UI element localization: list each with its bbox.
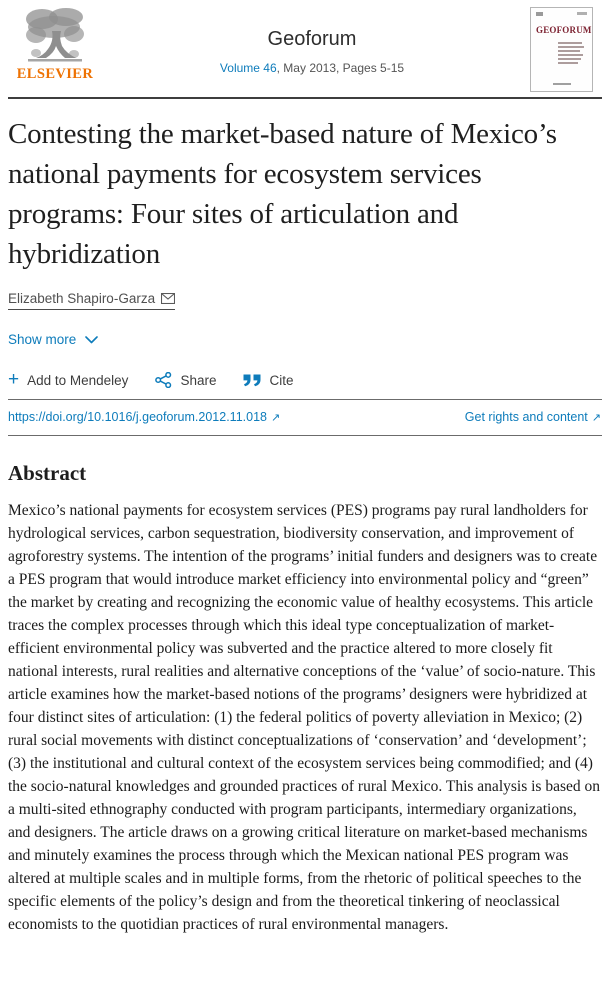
cite-button[interactable] — [243, 373, 293, 388]
envelope-icon — [161, 293, 175, 304]
article-title: Contesting the market-based nature of Mexico’s national payments for ecosystem services programs: Four sites of articulation and hybridization — [8, 118, 557, 271]
elsevier-wordmark: ELSEVIER — [16, 66, 94, 82]
external-link-icon: ↗ — [591, 412, 601, 425]
doi-link[interactable]: https://doi.org/10.1016/j.geoforum.2012.11.018 ↗ — [8, 410, 281, 425]
journal-issue-line — [94, 61, 530, 75]
plus-icon: + — [8, 369, 20, 391]
abstract-section — [8, 461, 602, 936]
rights-and-content-link[interactable]: Get rights and content ↗ — [464, 410, 601, 425]
share-label: Share — [180, 372, 217, 388]
journal-header — [8, 0, 602, 97]
doi-divider — [8, 435, 602, 436]
action-bar — [8, 369, 602, 391]
issue-info: , May 2013, Pages 5-15 — [276, 61, 405, 75]
elsevier-tree-icon — [24, 7, 86, 65]
chevron-down-icon — [85, 336, 98, 344]
volume-link[interactable]: Volume 46 — [219, 61, 277, 75]
header-divider — [8, 97, 602, 99]
cover-title: GEOFORUM — [536, 25, 592, 35]
share-icon — [155, 372, 172, 388]
cite-quotes-icon — [243, 374, 261, 387]
cite-label: Cite — [269, 372, 294, 388]
share-button[interactable] — [155, 372, 216, 388]
show-more-label: Show more — [8, 332, 77, 348]
doi-row — [8, 400, 602, 435]
cover-text-lines — [558, 42, 587, 64]
add-to-mendeley-button[interactable] — [8, 369, 129, 391]
author-link[interactable] — [8, 291, 175, 310]
elsevier-logo[interactable] — [16, 7, 94, 83]
journal-cover-thumbnail[interactable] — [530, 7, 593, 92]
abstract-heading: Abstract — [8, 461, 87, 486]
cover-top-marks — [536, 12, 587, 16]
journal-masthead — [94, 7, 530, 75]
abstract-text: Mexico’s national payments for ecosystem services (PES) programs pay rural landholders for hydrological services, carbon sequestration, biodiversity conservation, and improvement of agroforestry systems. The intention of the programs’ initial funders and designers was to create a PES program that would introduce market efficiency into environmental policy and “green” the market by creating and recognizing the economic value of healthy ecosystems. This article traces the complex processes through which this ideal type conceptualization of market-efficient environmental policy was subverted and the practice altered to more closely fit national interests, rural realities and alternative conceptions of the ‘value’ of socio-nature. This article examines how the market-based notions of the programs’ designers were hybridized at four distinct sites of articulation: (1) the federal politics of poverty alleviation in Mexico; (2) rural social movements with distinct conceptualizations of ‘conservation’ and ‘development’; (3) the institutional and cultural context of the ecosystem services being commodified; and (4) the socio-natural knowledges and grounded practices of rural Mexico. This analysis is based on a multi-sited ethnography conducted with program participants, intermediary organizations, and designers. The article draws on a growing critical literature on market-based mechanisms and minutely examines the process through which the Mexican national PES program was altered at multiple scales and in multiple forms, from the rhetoric of political speeches to the specific elements of the policy’s design and from the theoretical tinkering of neoclassical economists to the quotidian practices of rural environmental managers. — [8, 502, 600, 934]
cover-footer-mark — [553, 83, 571, 85]
author-name: Elizabeth Shapiro-Garza — [8, 291, 156, 307]
author-row — [8, 290, 602, 310]
add-to-mendeley-label: Add to Mendeley — [27, 372, 129, 388]
journal-title-link[interactable]: Geoforum — [267, 28, 357, 50]
show-more-button[interactable] — [8, 332, 98, 347]
external-link-icon: ↗ — [270, 412, 281, 425]
